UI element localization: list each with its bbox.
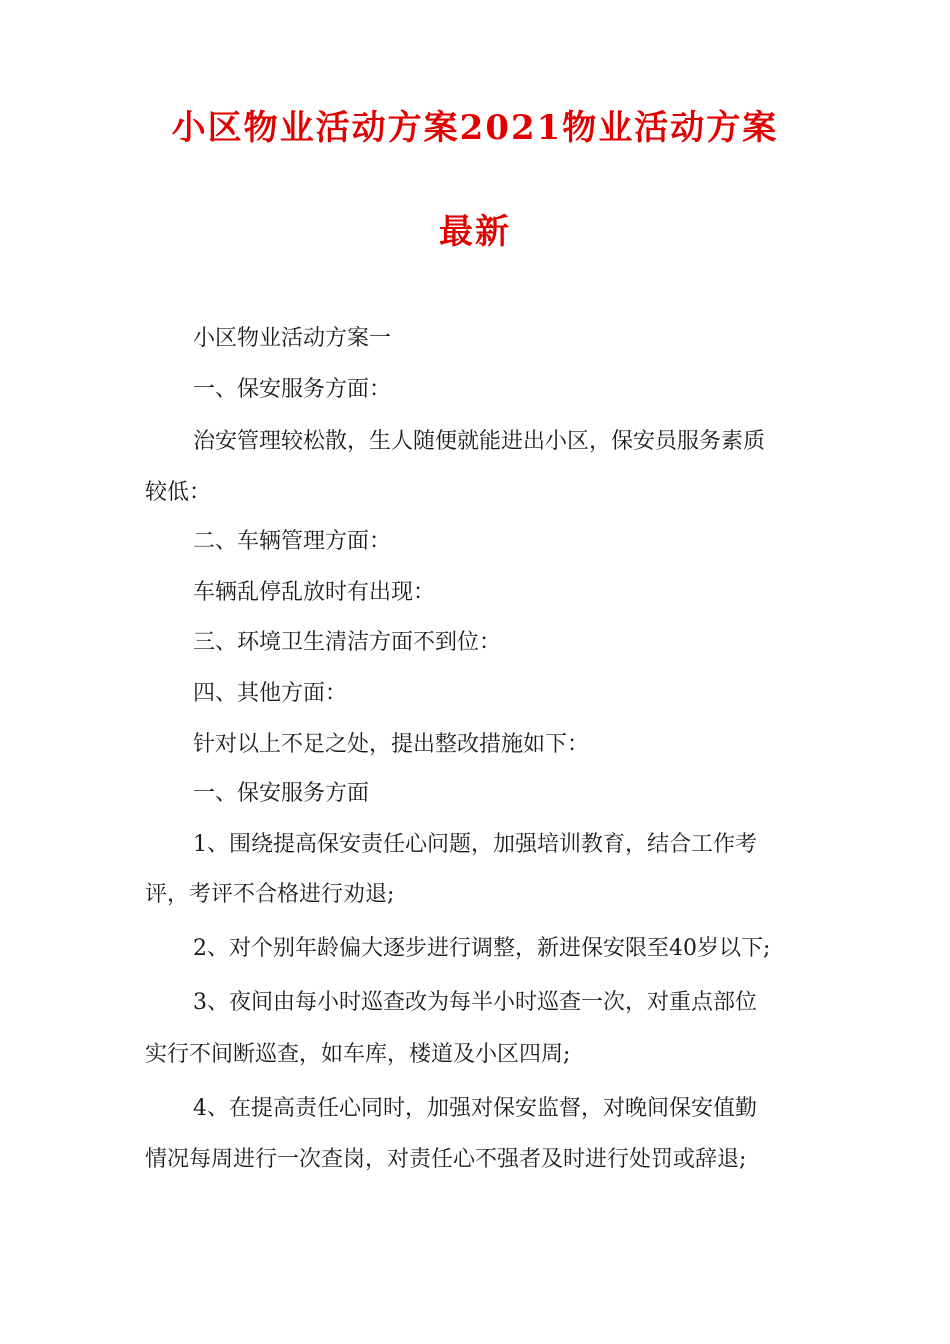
document-title-line-2: 最新 (439, 212, 511, 252)
paragraph-line: 4、在提高责任心同时，加强对保安监督，对晚间保安值勤 (193, 1096, 757, 1121)
paragraph-line: 实行不间断巡查，如车库，楼道及小区四周; (145, 1042, 571, 1067)
document-title-line-1: 小区物业活动方案2021物业活动方案 (171, 108, 779, 148)
paragraph-line: 2、对个别年龄偏大逐步进行调整，新进保安限至40岁以下; (193, 936, 771, 961)
paragraph-line: 1、围绕提高保安责任心问题，加强培训教育，结合工作考 (193, 832, 757, 857)
paragraph-line: 3、夜间由每小时巡查改为每半小时巡查一次，对重点部位 (193, 990, 757, 1015)
paragraph-line: 治安管理较松散，生人随便就能进出小区，保安员服务素质 (193, 429, 766, 454)
paragraph-line: 四、其他方面： (193, 681, 348, 706)
paragraph-line: 情况每周进行一次查岗，对责任心不强者及时进行处罚或辞退; (145, 1147, 747, 1172)
paragraph-line: 一、保安服务方面： (193, 377, 392, 402)
paragraph-line: 三、环境卫生清洁方面不到位： (193, 630, 502, 655)
paragraph-line: 一、保安服务方面 (193, 781, 370, 806)
paragraph-line: 车辆乱停乱放时有出现： (193, 580, 436, 605)
paragraph-line: 二、车辆管理方面： (193, 529, 392, 554)
paragraph-line: 较低： (145, 480, 212, 505)
paragraph-line: 针对以上不足之处，提出整改措施如下： (193, 732, 590, 757)
section-heading: 小区物业活动方案一 (193, 326, 392, 351)
paragraph-line: 评，考评不合格进行劝退; (145, 882, 395, 907)
